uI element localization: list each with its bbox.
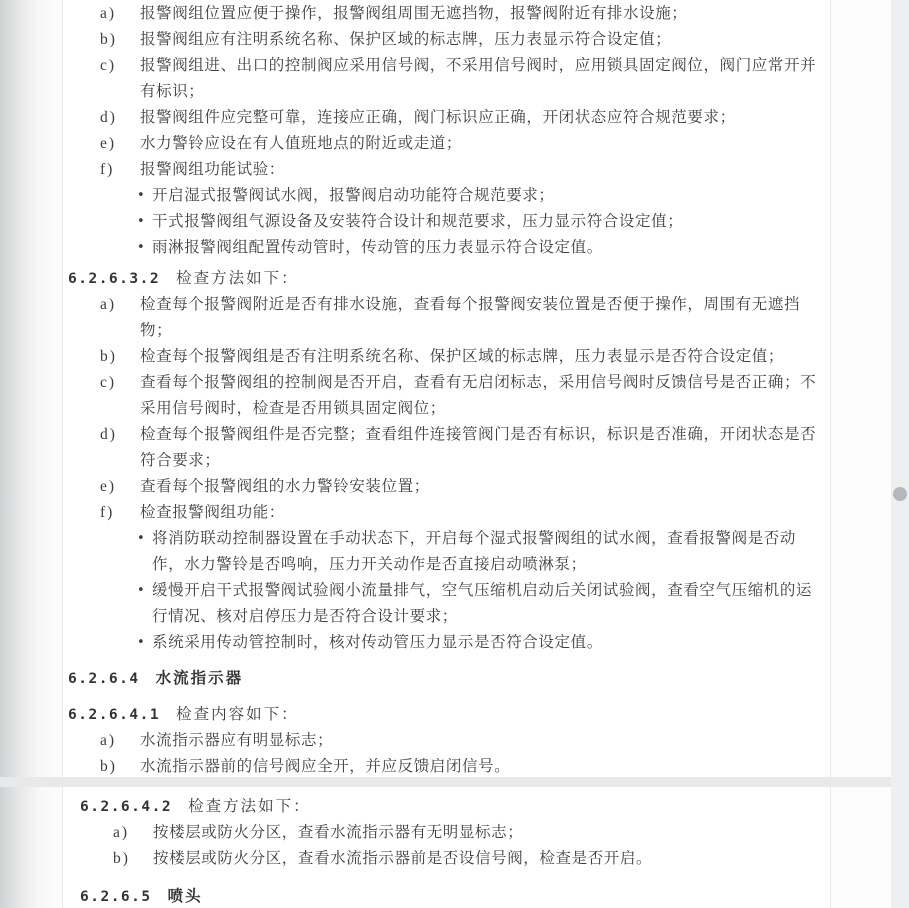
list-item-letter: a) [100, 296, 117, 313]
bullet-item [63, 630, 826, 656]
bullet-text: 系统采用传动管控制时，核对传动管压力显示是否符合设定值。 [152, 634, 603, 651]
bullet-text: 雨淋报警阀组配置传动管时，传动管的压力表显示符合设定值。 [152, 239, 603, 256]
list-item [63, 292, 826, 344]
clause-line [63, 266, 826, 292]
clause-text: 检查方法如下： [188, 798, 311, 815]
list-item-text: 检查每个报警阀附近是否有排水设施，查看每个报警阀安装位置是否便于操作，周围有无遮挡物； [140, 296, 801, 339]
list-item-text: 检查每个报警阀组是否有注明系统名称、保护区域的标志牌，压力表显示是否符合设定值； [140, 348, 785, 365]
list-item-letter: d) [100, 109, 117, 126]
list-item-letter: e) [100, 135, 117, 152]
list-item-letter: a) [100, 732, 117, 749]
list-item [63, 474, 826, 500]
list-item-text: 水流指示器应有明显标志； [140, 732, 334, 749]
list-item-text: 报警阀组件应完整可靠，连接应正确，阀门标识应正确，开闭状态应符合规范要求； [140, 109, 736, 126]
section-heading [63, 884, 826, 908]
clause-line [63, 702, 826, 728]
list-item-text: 报警阀组功能试验： [140, 161, 285, 178]
bullet-text: 将消防联动控制器设置在手动状态下，开启每个湿式报警阀组的试水阀，查看报警阀是否动作，水力警铃是否鸣响，压力开关动作是否直接启动喷淋泵； [152, 530, 797, 573]
section-heading [63, 666, 826, 692]
heading-number: 6.2.6.5 [80, 889, 152, 905]
clause-text: 检查内容如下： [176, 706, 299, 723]
heading-text: 水流指示器 [155, 670, 244, 687]
list-item [63, 846, 826, 872]
bullet-text: 干式报警阀组气源设备及安装符合设计和规范要求，压力显示符合设定值； [152, 213, 684, 230]
list-item-letter: f) [100, 161, 115, 178]
list-item-text: 按楼层或防火分区，查看水流指示器前是否设信号阀，检查是否开启。 [153, 850, 653, 867]
list-item-letter: b) [100, 758, 117, 775]
list-item [63, 1, 826, 27]
list-item-letter: b) [113, 850, 130, 867]
bullet-icon: • [137, 635, 146, 650]
clause-text: 检查方法如下： [176, 270, 299, 287]
bullet-item [63, 526, 826, 578]
list-item-text: 检查报警阀组功能： [140, 504, 285, 521]
list-item [63, 344, 826, 370]
list-item-letter: a) [100, 5, 117, 22]
page-1 [62, 0, 831, 777]
list-item [63, 105, 826, 131]
bullet-item [63, 209, 826, 235]
page-edge-shadow [0, 0, 62, 908]
list-item [63, 370, 826, 422]
list-item [63, 157, 826, 183]
list-item [63, 422, 826, 474]
clause-number: 6.2.6.3.2 [68, 271, 161, 287]
clause-line [63, 794, 826, 820]
list-item-text: 按楼层或防火分区，查看水流指示器有无明显标志； [153, 824, 524, 841]
bullet-text: 缓慢开启干式报警阀试验阀小流量排气，空气压缩机启动后关闭试验阀，查看空气压缩机的运行情况、核对启停压力是否符合设计要求； [152, 582, 813, 625]
list-item-letter: a) [113, 824, 130, 841]
list-item-text: 报警阀组位置应便于操作，报警阀组周围无遮挡物，报警阀附近有排水设施； [140, 5, 688, 22]
list-item-letter: d) [100, 426, 117, 443]
list-item [63, 27, 826, 53]
list-item-text: 报警阀组进、出口的控制阀应采用信号阀，不采用信号阀时，应用锁具固定阀位，阀门应常开并有标识； [140, 57, 817, 100]
list-item-text: 查看每个报警阀组的水力警铃安装位置； [140, 478, 430, 495]
list-item-letter: e) [100, 478, 117, 495]
heading-number: 6.2.6.4 [68, 671, 140, 687]
list-item [63, 53, 826, 105]
bullet-text: 开启湿式报警阀试水阀，报警阀启动功能符合规范要求； [152, 187, 555, 204]
list-item-letter: b) [100, 348, 117, 365]
list-item-text: 水力警铃应设在有人值班地点的附近或走道； [140, 135, 463, 152]
clause-number: 6.2.6.4.2 [80, 799, 173, 815]
bullet-item [63, 183, 826, 209]
bullet-item [63, 578, 826, 630]
list-item-text: 检查每个报警阀组件是否完整；查看组件连接管阀门是否有标识，标识是否准确，开闭状态是否符合要求； [140, 426, 817, 469]
page-2 [62, 787, 831, 908]
list-item-text: 水流指示器前的信号阀应全开，并应反馈启闭信号。 [140, 758, 511, 775]
bullet-icon: • [137, 240, 146, 255]
list-item [63, 728, 826, 754]
scrollbar-track[interactable] [891, 0, 909, 908]
list-item [63, 820, 826, 846]
bullet-item [63, 235, 826, 261]
page-gap [0, 777, 891, 787]
bullet-icon: • [137, 531, 146, 546]
bullet-icon: • [137, 188, 146, 203]
list-item-text: 查看每个报警阀组的控制阀是否开启，查看有无启闭标志，采用信号阀时反馈信号是否正确；不采用信号阀时，检查是否用锁具固定阀位； [140, 374, 817, 417]
list-item-letter: c) [100, 374, 117, 391]
scrollbar-thumb[interactable] [893, 487, 907, 501]
clause-number: 6.2.6.4.1 [68, 707, 161, 723]
list-item-letter: b) [100, 31, 117, 48]
bullet-icon: • [137, 214, 146, 229]
list-item [63, 131, 826, 157]
list-item-text: 报警阀组应有注明系统名称、保护区域的标志牌，压力表显示符合设定值； [140, 31, 672, 48]
bullet-icon: • [137, 583, 146, 598]
heading-text: 喷头 [167, 888, 203, 905]
list-item-letter: f) [100, 504, 115, 521]
list-item-letter: c) [100, 57, 117, 74]
list-item [63, 500, 826, 526]
